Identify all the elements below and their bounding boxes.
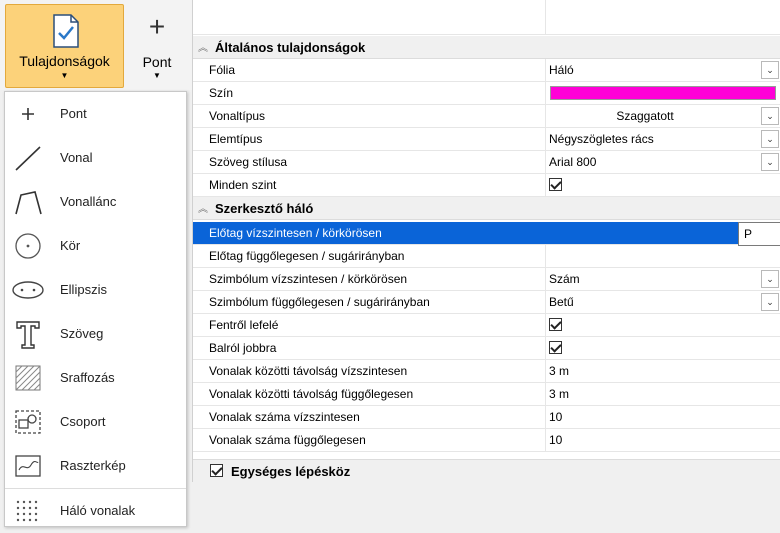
all-levels-checkbox[interactable] — [549, 178, 562, 191]
prop-row-top-down[interactable] — [193, 314, 780, 337]
properties-label: Tulajdonságok — [19, 53, 110, 69]
prop-row-prefix-horizontal[interactable] — [193, 222, 780, 245]
color-swatch[interactable] — [550, 86, 776, 100]
menu-item-polyline[interactable] — [5, 180, 186, 224]
chevron-down-icon: ▼ — [60, 71, 69, 80]
prop-row-prefix-vertical[interactable] — [193, 245, 780, 268]
top-down-checkbox[interactable] — [549, 318, 562, 331]
prop-row-linetype[interactable] — [193, 105, 780, 128]
grid-header-row — [193, 0, 780, 35]
collapse-icon[interactable]: ︽ — [198, 204, 208, 215]
chevron-down-icon[interactable]: ⌄ — [761, 293, 779, 311]
prop-row-text-style[interactable] — [193, 151, 780, 174]
ribbon — [0, 0, 192, 90]
prop-key: Vonalak közötti távolság függőlegesen — [209, 387, 414, 401]
group-general-properties[interactable] — [193, 36, 780, 59]
menu-item-label: Szöveg — [60, 326, 104, 341]
chevron-down-icon[interactable]: ⌄ — [761, 130, 779, 148]
prop-key: Szimbólum vízszintesen / körkörösen — [209, 272, 408, 286]
prop-row-left-right[interactable] — [193, 337, 780, 360]
group-editor-grid[interactable] — [193, 197, 780, 220]
prop-row-distance-vertical[interactable] — [193, 383, 780, 406]
prop-key: Balról jobbra — [209, 341, 277, 355]
polyline-icon — [11, 186, 45, 218]
prop-key: Minden szint — [209, 178, 277, 192]
prop-row-element-type[interactable] — [193, 128, 780, 151]
prop-value: Arial 800 — [549, 155, 597, 169]
prop-key: Előtag függőlegesen / sugárirányban — [209, 249, 405, 263]
ellipse-icon — [11, 274, 45, 306]
menu-item-grid-lines[interactable] — [5, 488, 186, 533]
plus-icon — [11, 98, 45, 130]
menu-item-label: Vonal — [60, 150, 93, 165]
prop-value: Háló — [549, 63, 574, 77]
menu-item-hatch[interactable] — [5, 356, 186, 400]
group-icon — [11, 406, 45, 438]
insert-menu — [4, 91, 187, 527]
chevron-down-icon: ▼ — [153, 71, 161, 80]
grid-lines-icon — [11, 495, 45, 527]
prop-key: Fólia — [209, 63, 236, 77]
prop-key: Szimbólum függőlegesen / sugárirányban — [209, 295, 430, 309]
prop-value: 3 m — [549, 387, 570, 401]
prop-key: Szöveg stílusa — [209, 155, 288, 169]
menu-item-text[interactable] — [5, 312, 186, 356]
menu-item-label: Raszterkép — [60, 458, 126, 473]
prop-key: Szín — [209, 86, 234, 100]
menu-item-label: Pont — [60, 106, 87, 121]
prop-value: Szaggatott — [616, 109, 674, 123]
menu-item-point[interactable] — [5, 92, 186, 136]
uniform-step-label: Egységes lépésköz — [231, 464, 351, 479]
menu-item-line[interactable] — [5, 136, 186, 180]
chevron-down-icon[interactable]: ⌄ — [761, 107, 779, 125]
prop-row-count-horizontal[interactable] — [193, 406, 780, 429]
menu-item-label: Csoport — [60, 414, 106, 429]
chevron-down-icon[interactable]: ⌄ — [761, 270, 779, 288]
raster-image-icon — [11, 450, 45, 482]
circle-icon — [11, 230, 45, 262]
menu-item-label: Háló vonalak — [60, 503, 136, 518]
menu-item-circle[interactable] — [5, 224, 186, 268]
prefix-horizontal-input[interactable] — [738, 222, 780, 246]
uniform-step-checkbox[interactable] — [210, 464, 223, 477]
text-icon — [11, 318, 45, 350]
prop-key: Vonalak száma vízszintesen — [209, 410, 360, 424]
prop-value: Szám — [549, 272, 580, 286]
prop-key: Vonalak közötti távolság vízszintesen — [209, 364, 408, 378]
prop-key: Vonalak száma függőlegesen — [209, 433, 366, 447]
prop-row-count-vertical[interactable] — [193, 429, 780, 452]
group-title: Szerkesztő háló — [215, 201, 314, 216]
prop-value: Négyszögletes rács — [549, 132, 654, 146]
properties-button[interactable] — [5, 4, 124, 88]
prop-value: 10 — [549, 433, 563, 447]
menu-item-ellipse[interactable] — [5, 268, 186, 312]
prop-value: 3 m — [549, 364, 570, 378]
left-right-checkbox[interactable] — [549, 341, 562, 354]
menu-item-group[interactable] — [5, 400, 186, 444]
prop-value: P — [744, 227, 753, 241]
prop-row-foil[interactable] — [193, 59, 780, 82]
chevron-down-icon[interactable]: ⌄ — [761, 61, 779, 79]
group-title: Általános tulajdonságok — [215, 40, 366, 55]
prop-row-symbol-vertical[interactable] — [193, 291, 780, 314]
menu-item-label: Kör — [60, 238, 81, 253]
prop-key: Vonaltípus — [209, 109, 266, 123]
prop-value: 10 — [549, 410, 563, 424]
hatch-icon — [11, 362, 45, 394]
line-icon — [11, 142, 45, 174]
collapse-icon[interactable]: ︽ — [198, 43, 208, 54]
prop-row-all-levels[interactable] — [193, 174, 780, 197]
plus-icon: + — [148, 11, 166, 42]
menu-item-label: Vonallánc — [60, 194, 117, 209]
point-button[interactable] — [131, 4, 183, 88]
prop-key: Fentről lefelé — [209, 318, 279, 332]
prop-row-color[interactable] — [193, 82, 780, 105]
point-label: Pont — [142, 54, 172, 70]
properties-icon — [51, 13, 81, 49]
prop-row-symbol-horizontal[interactable] — [193, 268, 780, 291]
uniform-step-row[interactable] — [193, 459, 780, 483]
prop-key: Elemtípus — [209, 132, 263, 146]
prop-row-distance-horizontal[interactable] — [193, 360, 780, 383]
prop-value: Betű — [549, 295, 574, 309]
chevron-down-icon[interactable]: ⌄ — [761, 153, 779, 171]
menu-item-label: Sraffozás — [60, 370, 115, 385]
menu-item-raster-image[interactable] — [5, 444, 186, 488]
prop-key: Előtag vízszintesen / körkörösen — [209, 226, 382, 240]
menu-item-label: Ellipszis — [60, 282, 107, 297]
property-grid — [192, 0, 780, 482]
